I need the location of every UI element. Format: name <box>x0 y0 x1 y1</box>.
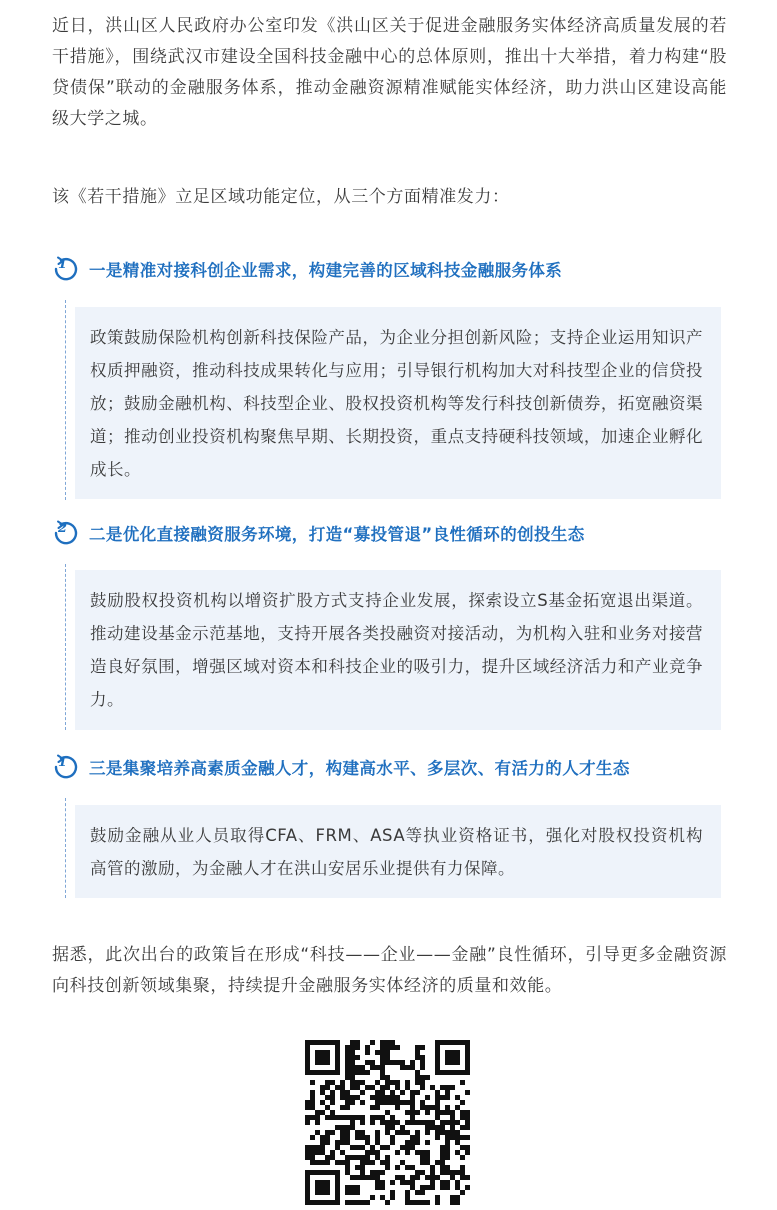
circle-arrow-number-icon <box>52 255 80 283</box>
circle-arrow-number-icon <box>52 753 80 781</box>
section-body: 鼓励金融从业人员取得CFA、FRM、ASA等执业资格证书，强化对股权投资机构高管的激励，为金融人才在洪山安居乐业提供有力保障。 <box>90 826 703 878</box>
section-2-heading <box>52 516 737 550</box>
section-3-box <box>75 805 721 898</box>
section-1-heading <box>52 252 737 286</box>
section-title: 三是集聚培养高素质金融人才，构建高水平、多层次、有活力的人才生态 <box>89 759 630 778</box>
section-number: 2 <box>58 521 68 536</box>
section-1-box <box>75 307 721 499</box>
lead-paragraph: 该《若干措施》立足区域功能定位，从三个方面精准发力： <box>52 187 510 207</box>
dashed-rail <box>65 564 66 730</box>
dashed-rail <box>65 798 66 898</box>
section-2-box <box>75 570 721 730</box>
section-title: 一是精准对接科创企业需求，构建完善的区域科技金融服务体系 <box>89 261 563 280</box>
section-3-heading <box>52 750 737 784</box>
intro-paragraph: 近日，洪山区人民政府办公室印发《洪山区关于促进金融服务实体经济高质量发展的若干措施》，围绕武汉市建设全国科技金融中心的总体原则，推出十大举措，着力构建“股贷债保”联动的金融服务体系，推动金融资源精准赋能实体经济，助力洪山区建设高能级大学之城。 <box>52 16 727 129</box>
section-number: 1 <box>58 257 68 272</box>
closing-paragraph: 据悉，此次出台的政策旨在形成“科技——企业——金融”良性循环，引导更多金融资源向科技创新领域集聚，持续提升金融服务实体经济的质量和效能。 <box>52 945 727 996</box>
section-title: 二是优化直接融资服务环境，打造“募投管退”良性循环的创投生态 <box>89 525 585 544</box>
qr-code-icon <box>304 1039 472 1206</box>
section-body: 政策鼓励保险机构创新科技保险产品，为企业分担创新风险；支持企业运用知识产权质押融资，推动科技成果转化与应用；引导银行机构加大对科技型企业的信贷投放；鼓励金融机构、科技型企业、股权投资机构等发行科技创新债券，拓宽融资渠道；推动创业投资机构聚焦早期、长期投资，重点支持硬科技领域，加速企业孵化成长。 <box>90 328 703 479</box>
section-body: 鼓励股权投资机构以增资扩股方式支持企业发展，探索设立S基金拓宽退出渠道。推动建设基金示范基地，支持开展各类投融资对接活动，为机构入驻和业务对接营造良好氛围，增强区域对资本和科技企业的吸引力，提升区域经济活力和产业竞争力。 <box>90 591 703 709</box>
dashed-rail <box>65 300 66 500</box>
section-number: 1 <box>58 755 68 770</box>
circle-arrow-number-icon <box>52 519 80 547</box>
